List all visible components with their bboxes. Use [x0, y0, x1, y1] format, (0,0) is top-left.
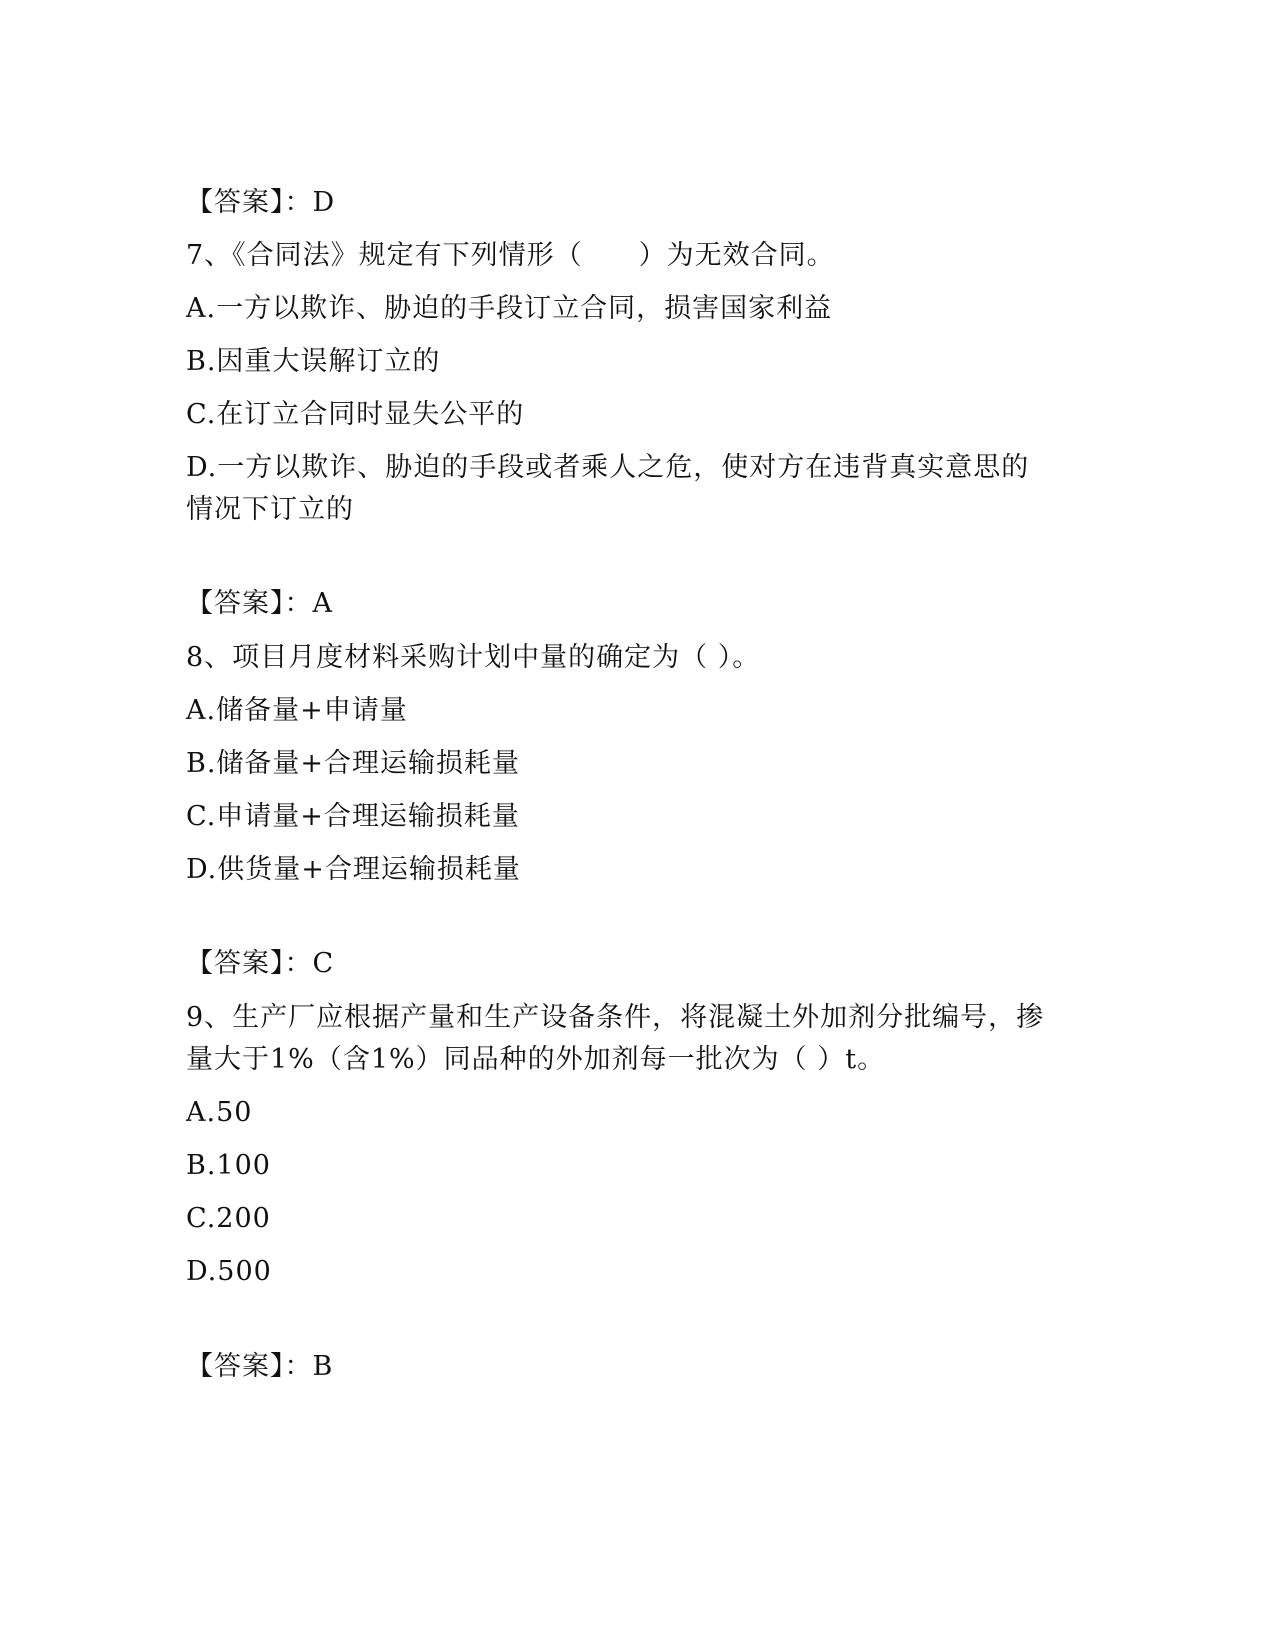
answer-q8: 【答案】：C — [186, 948, 335, 979]
question-9-option-d: D.500 — [186, 1256, 272, 1287]
question-9-option-a: A.50 — [186, 1097, 253, 1128]
question-7-option-d-line2: 情况下订立的 — [186, 494, 354, 525]
question-9-stem-line1: 9、生产厂应根据产量和生产设备条件，将混凝土外加剂分批编号，掺 — [186, 1002, 1045, 1033]
question-7-option-a: A.一方以欺诈、胁迫的手段订立合同，损害国家利益 — [186, 293, 833, 324]
question-7-stem: 7、《合同法》规定有下列情形（ ）为无效合同。 — [186, 240, 835, 271]
question-8-stem: 8、项目月度材料采购计划中量的确定为（ ）。 — [186, 642, 761, 673]
question-8-option-b: B.储备量+合理运输损耗量 — [186, 748, 521, 779]
question-7-option-d-line1: D.一方以欺诈、胁迫的手段或者乘人之危，使对方在违背真实意思的 — [186, 452, 1030, 483]
answer-q9: 【答案】：B — [186, 1351, 334, 1382]
answer-q6: 【答案】：D — [186, 187, 336, 218]
question-9-option-b: B.100 — [186, 1150, 271, 1181]
question-8-option-d: D.供货量+合理运输损耗量 — [186, 854, 521, 885]
question-9-option-c: C.200 — [186, 1203, 271, 1234]
question-8-option-c: C.申请量+合理运输损耗量 — [186, 801, 520, 832]
question-7-option-b: B.因重大误解订立的 — [186, 346, 441, 377]
question-8-option-a: A.储备量+申请量 — [186, 695, 408, 726]
question-7-option-c: C.在订立合同时显失公平的 — [186, 399, 525, 430]
question-9-stem-line2: 量大于1%（含1%）同品种的外加剂每一批次为（ ）t。 — [186, 1044, 886, 1075]
answer-q7: 【答案】：A — [186, 588, 333, 619]
